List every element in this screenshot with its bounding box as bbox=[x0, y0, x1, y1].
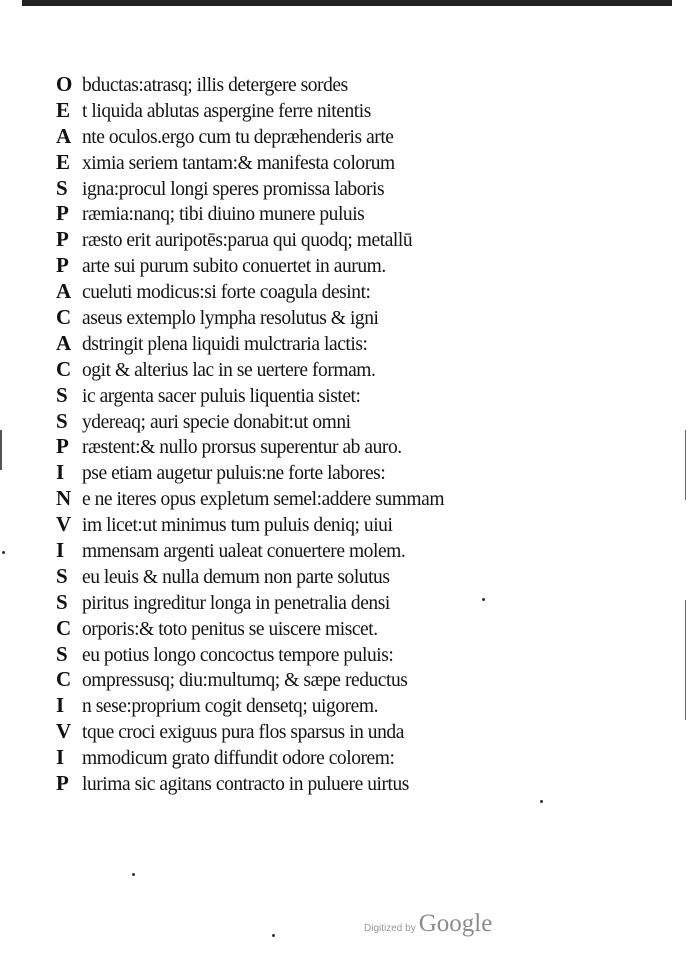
verse-text: ogit & alterius lac in se uertere formam. bbox=[82, 359, 376, 381]
verse-line bbox=[56, 771, 616, 797]
verse-text: cueluti modicus:si forte coagula desint: bbox=[82, 282, 371, 304]
verse-text: nte oculos.ergo cum tu depræhenderis arte bbox=[82, 126, 394, 148]
verse-line bbox=[56, 357, 616, 383]
verse-line bbox=[56, 616, 616, 642]
verse-text: igna:procul longi speres promissa laboris bbox=[82, 178, 385, 200]
verse-text: ximia seriem tantam:& manifesta colorum bbox=[82, 152, 395, 174]
verse-line bbox=[56, 486, 616, 512]
verse-initial-letter: V bbox=[56, 512, 72, 537]
verse-text: piritus ingreditur longa in penetralia densi bbox=[82, 592, 390, 614]
ink-speck bbox=[2, 551, 5, 554]
verse-line bbox=[56, 150, 616, 176]
verse-initial-letter: P bbox=[56, 201, 69, 226]
verse-line bbox=[56, 745, 616, 771]
verse-initial-letter: S bbox=[56, 563, 68, 588]
verse-initial-letter: A bbox=[56, 330, 72, 355]
verse-initial-letter: E bbox=[56, 97, 71, 122]
verse-text: t liquida ablutas aspergine ferre nitentis bbox=[82, 100, 371, 122]
verse-initial-letter: S bbox=[56, 175, 68, 200]
verse-initial-letter: A bbox=[56, 123, 72, 148]
verse-text: ic argenta sacer puluis liquentia sistet: bbox=[82, 385, 361, 407]
verse-text: orporis:& toto penitus se uiscere miscet. bbox=[82, 618, 378, 640]
verse-line bbox=[56, 667, 616, 693]
verse-line bbox=[56, 434, 616, 460]
verse-initial-letter: S bbox=[56, 408, 68, 433]
verse-initial-letter: I bbox=[56, 745, 65, 770]
verse-line bbox=[56, 201, 616, 227]
verse-line bbox=[56, 227, 616, 253]
verse-initial-letter: I bbox=[56, 693, 65, 718]
verse-line bbox=[56, 460, 616, 486]
verse-text: mmodicum grato diffundit odore colorem: bbox=[82, 748, 395, 770]
verse-text: dstringit plena liquidi mulctraria lactis: bbox=[82, 333, 368, 355]
verse-initial-letter: S bbox=[56, 589, 68, 614]
verse-initial-letter: P bbox=[56, 253, 69, 278]
verse-line bbox=[56, 253, 616, 279]
verse-initial-letter: S bbox=[56, 641, 68, 666]
verse-text: bductas:atrasq; illis detergere sordes bbox=[82, 75, 348, 96]
verse-line bbox=[56, 124, 616, 150]
verse-text: eu potius longo concoctus tempore puluis: bbox=[82, 644, 394, 666]
verse-text: arte sui purum subito conuertet in aurum. bbox=[82, 256, 386, 278]
verse-line bbox=[56, 538, 616, 564]
verse-initial-letter: V bbox=[56, 719, 72, 744]
verse-text: aseus extemplo lympha resolutus & igni bbox=[82, 308, 379, 330]
verse-initial-letter: P bbox=[56, 434, 69, 459]
verse-line bbox=[56, 590, 616, 616]
verse-line bbox=[56, 409, 616, 435]
verse-text: tque croci exiguus pura flos sparsus in unda bbox=[82, 722, 404, 744]
verse-line bbox=[56, 72, 616, 98]
verse-text: e ne iteres opus expletum semel:addere summam bbox=[82, 489, 445, 511]
verse-initial-letter: P bbox=[56, 227, 69, 252]
verse-initial-letter: A bbox=[56, 279, 72, 304]
verse-text: ræmia:nanq; tibi diuino munere puluis bbox=[82, 204, 365, 226]
verse-text: lurima sic agitans contracto in puluere uirtus bbox=[82, 774, 409, 796]
verse-text: ræsto erit auripotēs:parua qui quodq; metallū bbox=[82, 230, 413, 252]
verse-line bbox=[56, 512, 616, 538]
verse-text: pse etiam augetur puluis:ne forte labores: bbox=[82, 463, 386, 485]
verse-text: n sese:proprium cogit densetq; uigorem. bbox=[82, 696, 379, 718]
digitized-by-google-watermark bbox=[364, 910, 492, 938]
verse-initial-letter: S bbox=[56, 382, 68, 407]
verse-text: im licet:ut minimus tum puluis deniq; uiui bbox=[82, 515, 393, 537]
right-page-edge bbox=[685, 430, 686, 500]
verse-line bbox=[56, 305, 616, 331]
verse-text: ompressusq; diu:multumq; & sæpe reductus bbox=[82, 670, 408, 692]
verse-line bbox=[56, 331, 616, 357]
ink-speck bbox=[132, 873, 135, 876]
watermark-prefix: Digitized by bbox=[364, 923, 416, 934]
verse-text: eu leuis & nulla demum non parte solutus bbox=[82, 566, 390, 588]
verse-initial-letter: C bbox=[56, 305, 72, 330]
left-page-edge bbox=[0, 430, 2, 470]
verse-initial-letter: C bbox=[56, 356, 72, 381]
verse-initial-letter: C bbox=[56, 615, 72, 640]
verse-line bbox=[56, 719, 616, 745]
verse-line bbox=[56, 176, 616, 202]
verse-text: ydereaq; auri specie donabit:ut omni bbox=[82, 411, 351, 433]
verse-line bbox=[56, 383, 616, 409]
verse-initial-letter: I bbox=[56, 538, 65, 563]
google-logo-text: Google bbox=[418, 910, 493, 937]
verse-initial-letter: E bbox=[56, 149, 71, 174]
verse-initial-letter: N bbox=[56, 486, 72, 511]
verse-line bbox=[56, 642, 616, 668]
verse-initial-letter: P bbox=[56, 771, 69, 796]
verse-initial-letter: C bbox=[56, 667, 72, 692]
verse-initial-letter: I bbox=[56, 460, 65, 485]
ink-speck bbox=[272, 934, 275, 937]
poem-text-block bbox=[56, 72, 616, 797]
verse-line bbox=[56, 98, 616, 124]
verse-text: mmensam argenti ualeat conuertere molem. bbox=[82, 541, 406, 563]
verse-line bbox=[56, 693, 616, 719]
verse-text: ræstent:& nullo prorsus superentur ab auro. bbox=[82, 437, 402, 459]
page-top-rule bbox=[22, 0, 672, 6]
verse-line bbox=[56, 279, 616, 305]
ink-speck bbox=[482, 598, 485, 601]
verse-line bbox=[56, 564, 616, 590]
verse-initial-letter: O bbox=[56, 72, 73, 96]
right-page-edge-lower bbox=[685, 600, 686, 720]
ink-speck bbox=[540, 800, 543, 803]
